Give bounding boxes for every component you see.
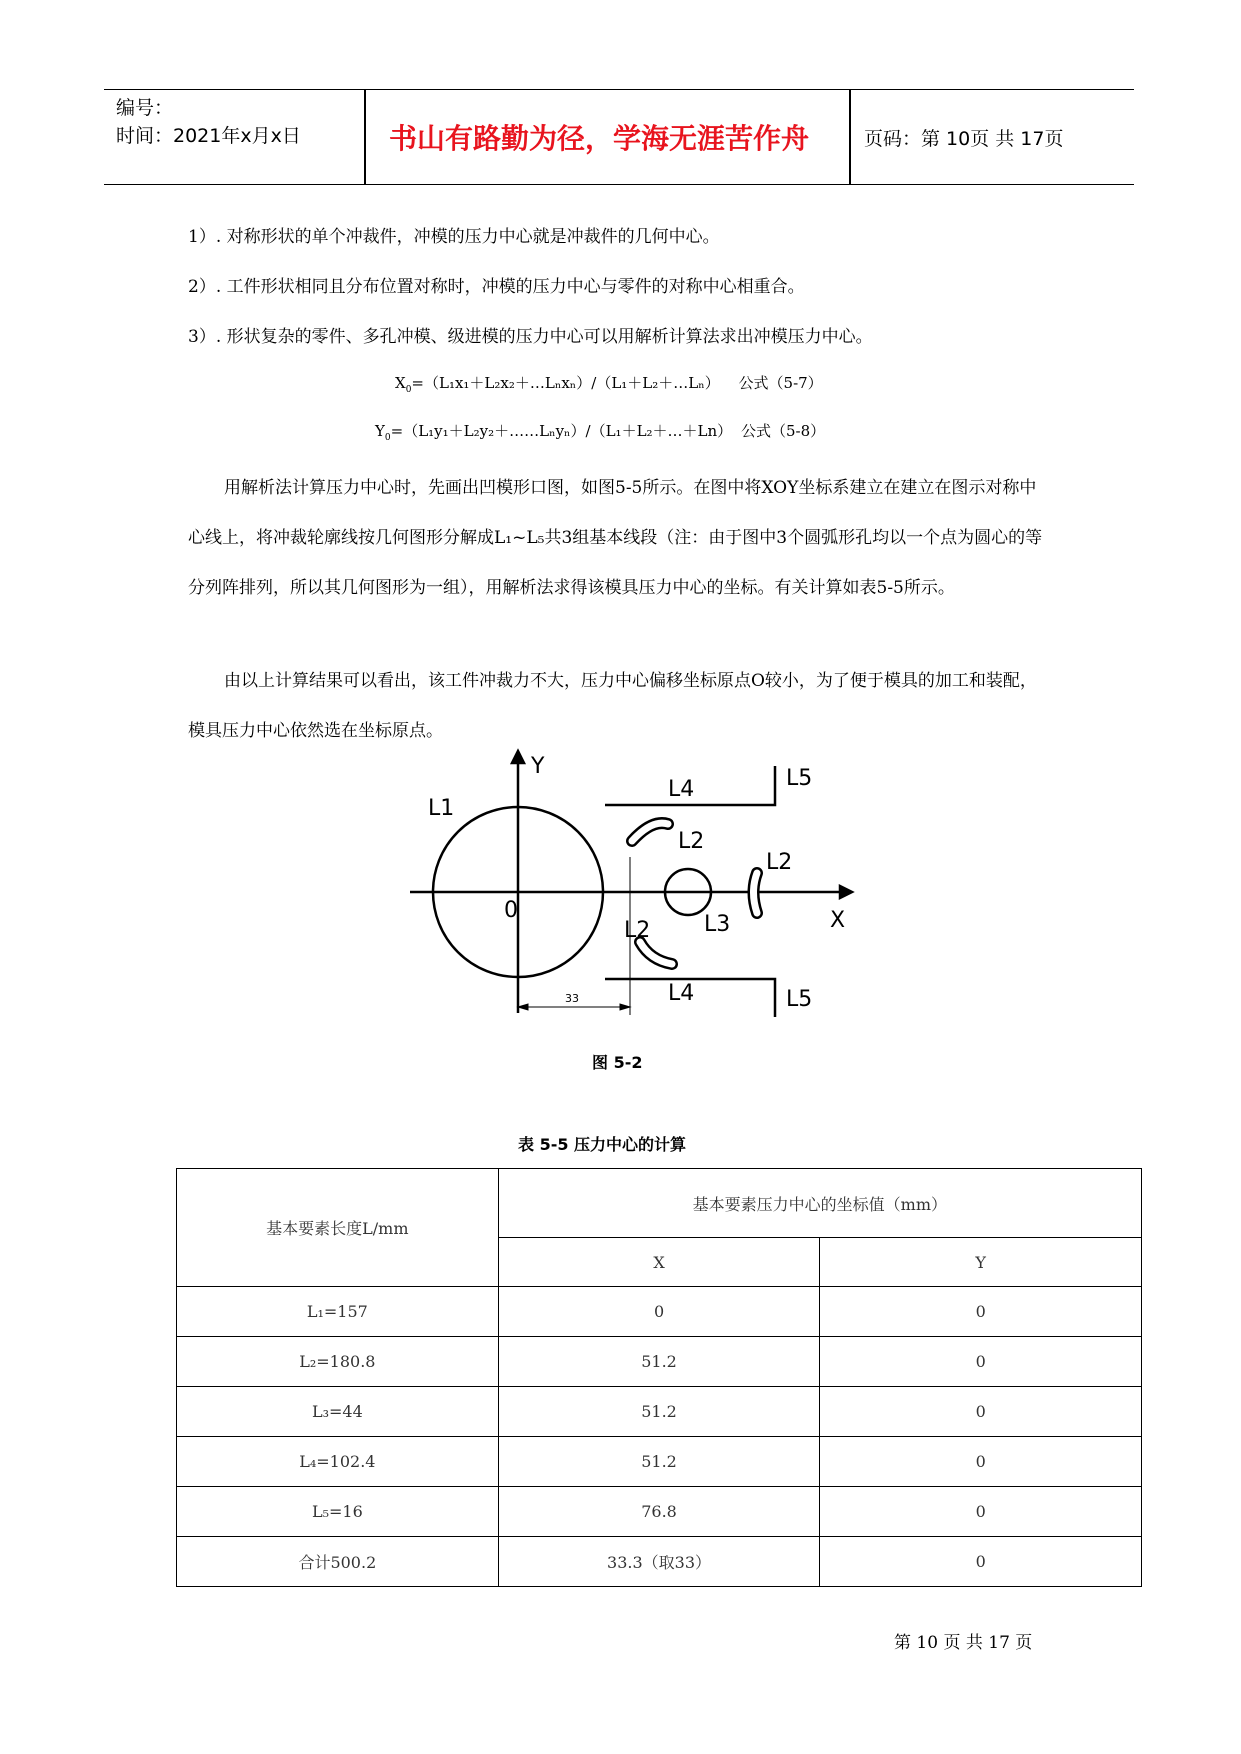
table-row [177,1437,1142,1487]
cell-y: 0 [820,1437,1142,1487]
formula-x0-lhs: X [395,374,406,392]
table-row [177,1287,1142,1337]
cell-x: 51.2 [498,1387,820,1437]
label-L5-bottom: L5 [786,987,813,1012]
label-L4-bottom: L4 [668,981,695,1006]
cell-x: 51.2 [498,1437,820,1487]
cell-y: 0 [820,1487,1142,1537]
formula-x0-label: 公式（5-7） [738,374,823,392]
cell-length: 合计500.2 [177,1537,499,1587]
formula-y0-label: 公式（5-8） [740,422,826,440]
document-number-label: 编号： [116,97,174,119]
formula-y0-lhs: Y [375,422,385,440]
cell-length: L₅=16 [177,1487,499,1537]
label-y-axis: Y [531,754,545,779]
label-L3: L3 [704,912,731,937]
cell-length: L₁=157 [177,1287,499,1337]
formula-y0-body: =（L₁y₁＋L₂y₂＋……Lₙyₙ）/（L₁＋L₂＋…＋Ln） [390,422,733,440]
cell-y: 0 [820,1537,1142,1587]
label-L2-right: L2 [766,850,793,875]
table-row [177,1487,1142,1537]
header-page-label: 页码：第 10页 共 17页 [864,127,1064,150]
cell-x: 51.2 [498,1337,820,1387]
label-x-axis: X [830,908,846,933]
list-item-1: 1）. 对称形状的单个冲裁件，冲模的压力中心就是冲裁件的几何中心。 [188,227,720,247]
pressure-center-table [176,1168,1142,1587]
header-meta [116,94,301,150]
cell-length: L₄=102.4 [177,1437,499,1487]
formula-x0-body: =（L₁x₁＋L₂x₂＋…Lₙxₙ）/（L₁＋L₂＋…Lₙ） [411,374,720,392]
page-header [104,89,1134,185]
cell-length: L₂=180.8 [177,1337,499,1387]
cell-length: L₃=44 [177,1387,499,1437]
header-coordinates: 基本要素压力中心的坐标值（mm） [498,1169,1141,1238]
table-row [177,1387,1142,1437]
label-L4-top: L4 [668,777,695,802]
formula-y0 [375,420,825,443]
list-item-3: 3）. 形状复杂的零件、多孔冲模、级进模的压力中心可以用解析计算法求出冲模压力中心。 [188,327,873,347]
body-paragraph-1: 用解析法计算压力中心时，先画出凹模形口图，如图5-5所示。在图中将XOY坐标系建立在建立在图示对称中心线上，将冲裁轮廓线按几何图形分解成L₁~L₅共3组基本线段（注：由于图中3个圆弧形孔均以一个点为圆心的等分列阵排列，所以其几何图形为一组），用解析法求得该模具压力中心的坐标。有关计算如表5-5所示。 [188,478,1043,598]
list-item-2: 2）. 工件形状相同且分布位置对称时，冲模的压力中心与零件的对称中心相重合。 [188,277,805,297]
die-opening-diagram [400,745,860,1025]
document-time-label: 时间：2021年x月x日 [116,125,301,147]
figure-caption: 图 5-2 [592,1053,643,1072]
header-y: Y [820,1238,1142,1287]
x-axis-arrow [840,886,852,898]
label-dimension: 33 [565,992,579,1005]
cell-x: 33.3（取33） [498,1537,820,1587]
label-L5-top: L5 [786,766,813,791]
cell-y: 0 [820,1287,1142,1337]
formula-y0-subscript: 0 [384,433,391,443]
label-L2-top: L2 [678,829,705,854]
y-axis-arrow [512,751,524,763]
cell-x: 0 [498,1287,820,1337]
body-paragraph-2: 由以上计算结果可以看出，该工件冲裁力不大，压力中心偏移坐标原点O较小，为了便于模具的加工和装配，模具压力中心依然选在坐标原点。 [188,671,1037,741]
table-caption: 表 5-5 压力中心的计算 [518,1135,687,1154]
label-origin: 0 [504,898,518,923]
table-row [177,1537,1142,1587]
cell-x: 76.8 [498,1487,820,1537]
label-L2-bottom: L2 [624,918,651,943]
table-row [177,1337,1142,1387]
header-motto: 书山有路勤为径，学海无涯苦作舟 [388,122,809,155]
label-L1: L1 [428,796,455,821]
cell-y: 0 [820,1387,1142,1437]
header-x: X [498,1238,820,1287]
page-footer: 第 10 页 共 17 页 [894,1633,1033,1653]
formula-x0-subscript: 0 [405,385,412,395]
table-header-row [177,1169,1142,1238]
cell-y: 0 [820,1337,1142,1387]
header-divider [849,90,851,184]
header-length: 基本要素长度L/mm [177,1169,499,1287]
formula-x0 [395,372,823,395]
